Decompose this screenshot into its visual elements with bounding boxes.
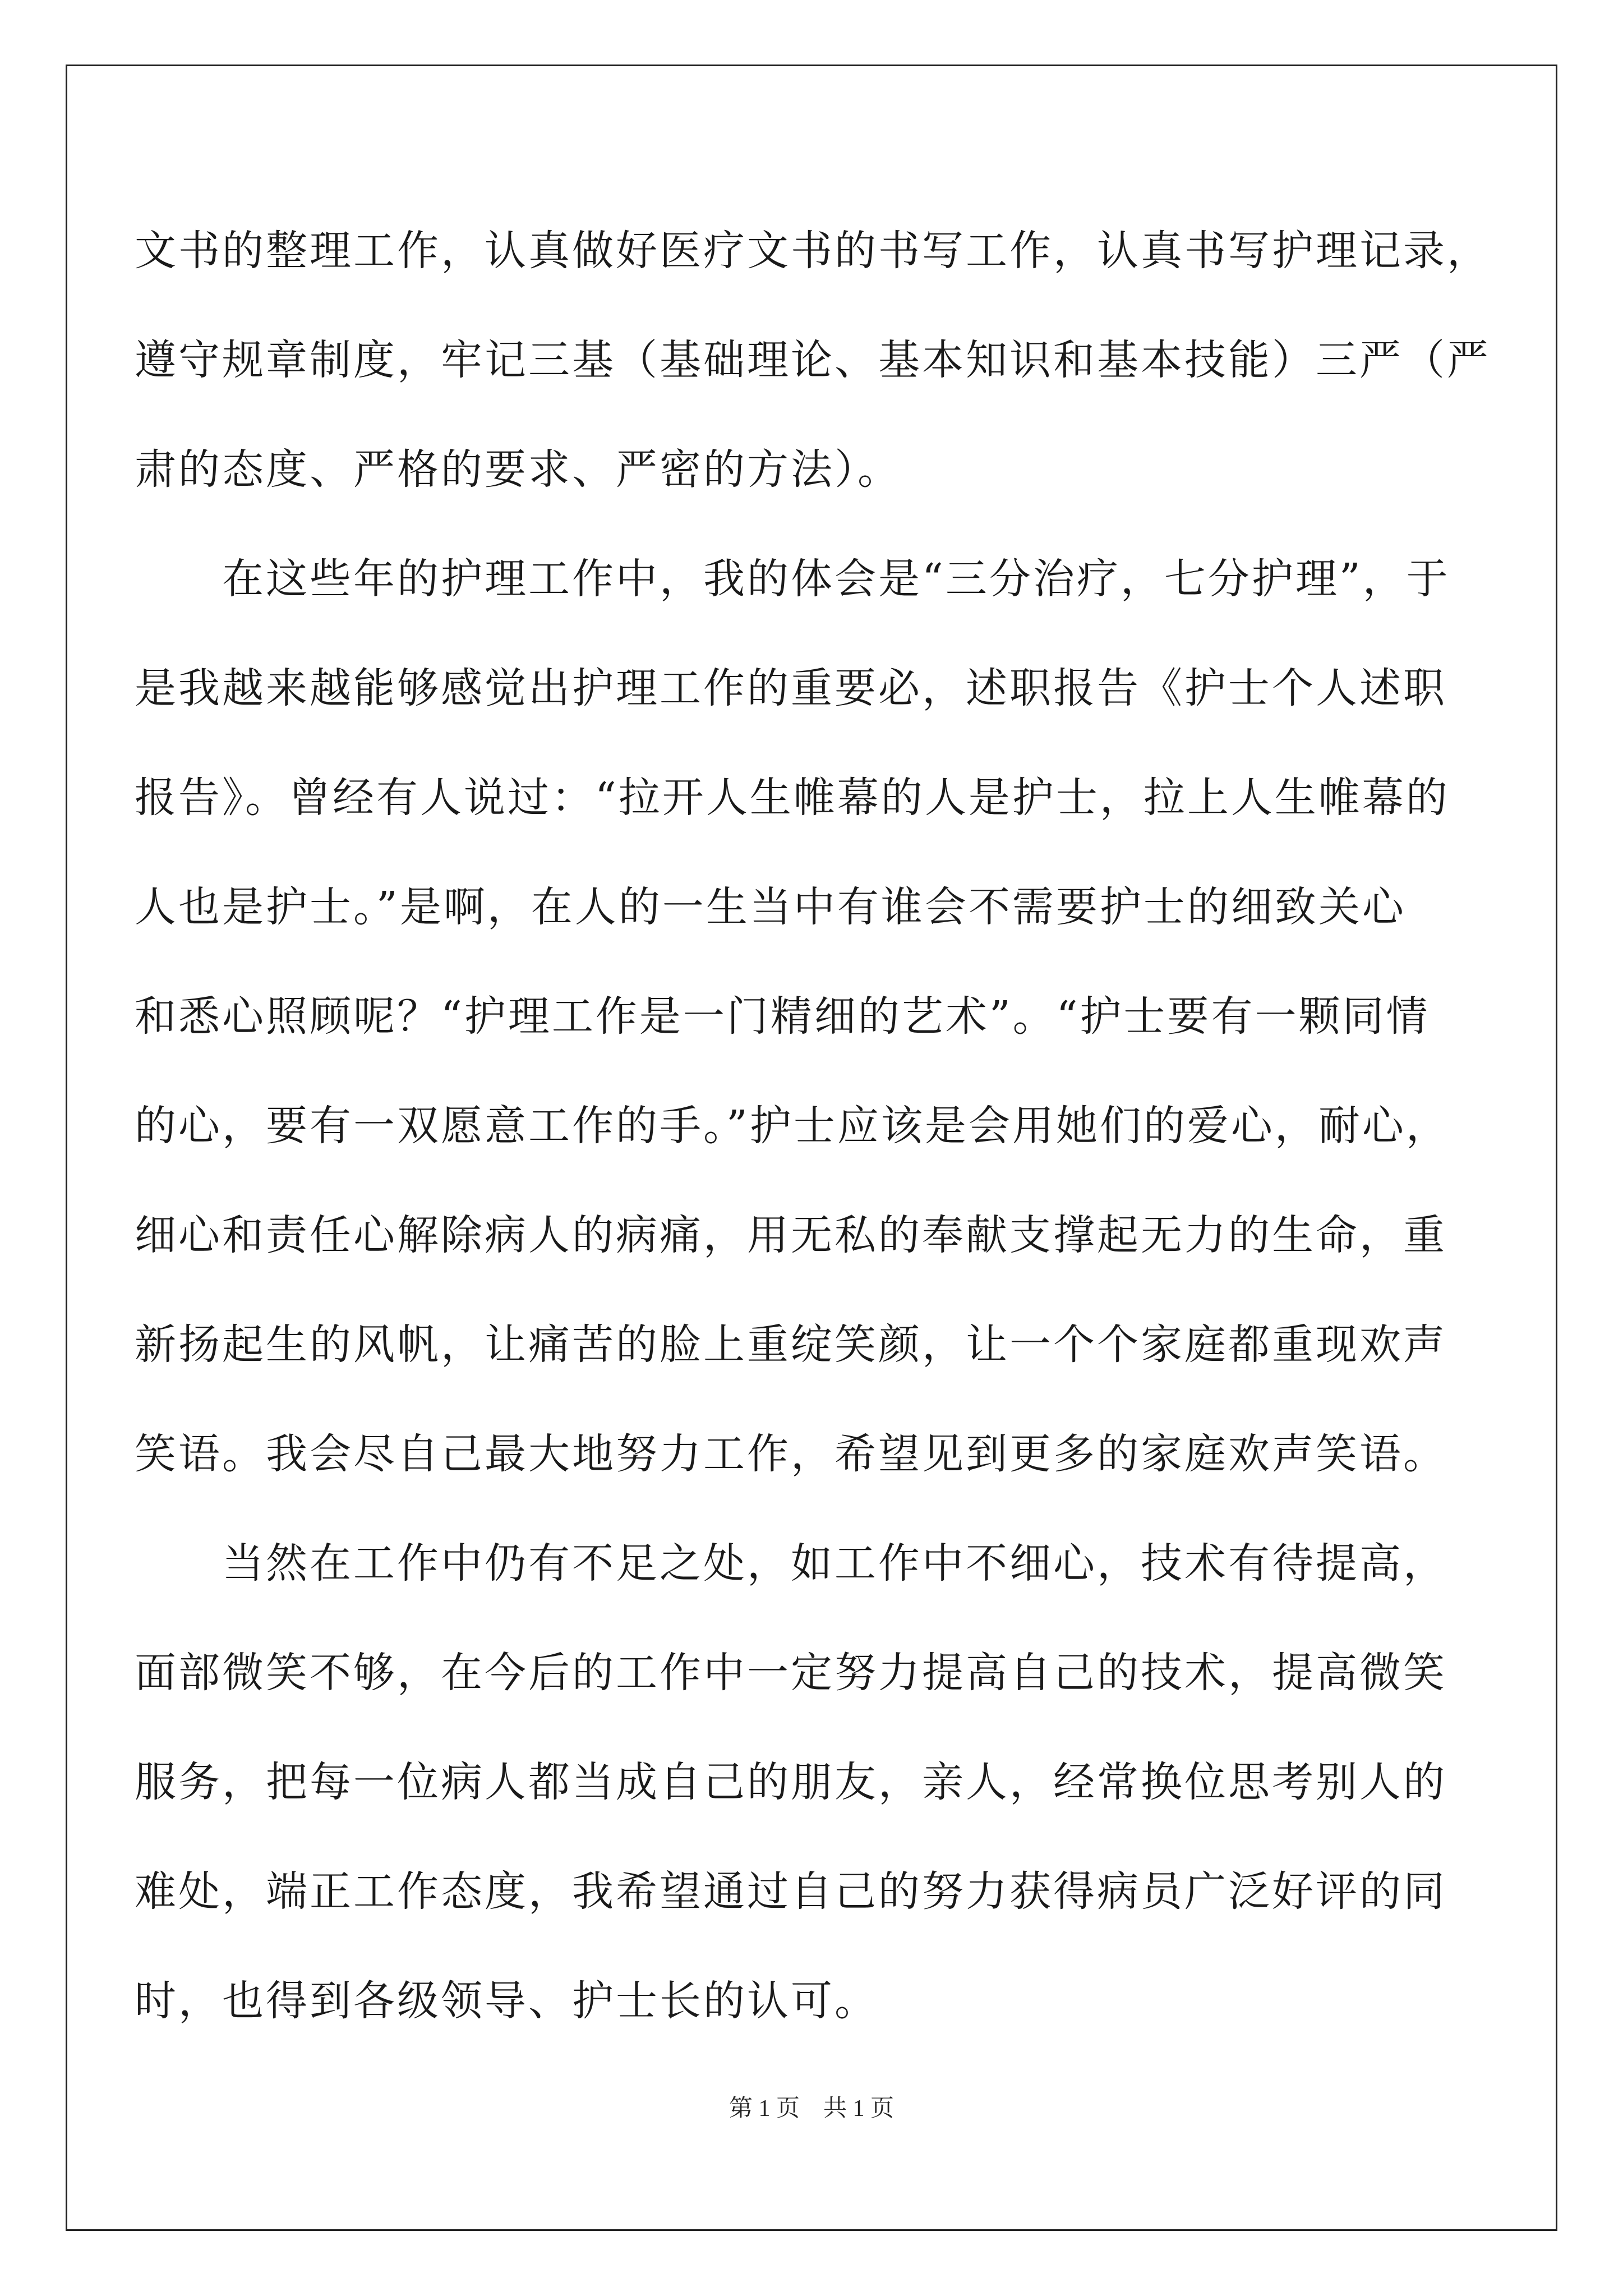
text-line: 难处，端正工作态度，我希望通过自己的努力获得病员广泛好评的同 (135, 1867, 1447, 1916)
paragraph (135, 196, 1491, 524)
text-line: 的心，要有一双愿意工作的手。”护士应该是会用她们的爱心，耐心， (135, 1102, 1450, 1150)
text-line: 面部微笑不够，在今后的工作中一定努力提高自己的技术，提高微笑 (135, 1649, 1447, 1697)
text-line: 报告》。曾经有人说过：“拉开人生帷幕的人是护士，拉上人生帷幕的 (135, 774, 1450, 822)
text-line: 遵守规章制度，牢记三基（基础理论、基本知识和基本技能）三严（严 (135, 336, 1491, 384)
text-line: 在这些年的护理工作中，我的体会是“三分治疗，七分护理”，于 (135, 555, 1450, 603)
text-line: 新扬起生的风帆，让痛苦的脸上重绽笑颜，让一个个家庭都重现欢声 (135, 1320, 1447, 1369)
text-line: 当然在工作中仍有不足之处，如工作中不细心，技术有待提高， (135, 1539, 1447, 1588)
text-line: 服务，把每一位病人都当成自己的朋友，亲人，经常换位思考别人的 (135, 1758, 1447, 1806)
text-line: 细心和责任心解除病人的病痛，用无私的奉献支撑起无力的生命，重 (135, 1211, 1447, 1259)
text-line: 肃的态度、严格的要求、严密的方法）。 (135, 445, 901, 494)
text-line: 文书的整理工作，认真做好医疗文书的书写工作，认真书写护理记录， (135, 227, 1491, 275)
page-number-footer: 第 1 页 共 1 页 (728, 2096, 894, 2122)
document-body (135, 196, 1491, 2056)
text-line: 笑语。我会尽自己最大地努力工作，希望见到更多的家庭欢声笑语。 (135, 1430, 1447, 1478)
text-line: 时，也得到各级领导、护士长的认可。 (135, 1977, 878, 2025)
text-line: 是我越来越能够感觉出护理工作的重要必，述职报告《护士个人述职 (135, 664, 1447, 712)
paragraph (135, 1509, 1486, 2056)
paragraph (135, 524, 1486, 1509)
text-line: 人也是护士。”是啊，在人的一生当中有谁会不需要护士的细致关心 (135, 883, 1406, 931)
text-line: 和悉心照顾呢？“护理工作是一门精细的艺术”。“护士要有一颗同情 (135, 992, 1430, 1041)
